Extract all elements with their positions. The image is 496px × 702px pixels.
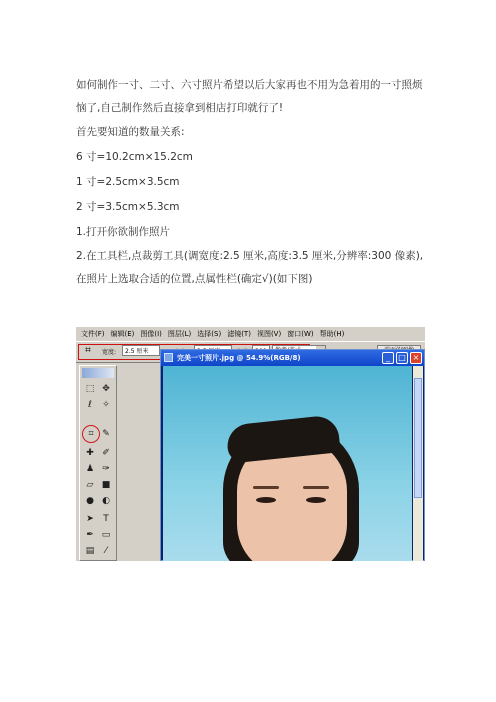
photo-canvas[interactable] [163, 366, 412, 561]
history-brush-icon[interactable]: ✑ [102, 464, 110, 474]
healing-brush-icon[interactable]: ✚ [86, 448, 94, 458]
menu-select[interactable]: 选择(S) [197, 330, 222, 338]
width-field[interactable]: 2.5 厘米 [122, 345, 160, 356]
menu-filter[interactable]: 滤镜(T) [227, 330, 251, 338]
slice-icon[interactable]: ✎ [102, 429, 110, 439]
path-select-icon[interactable]: ➤ [86, 514, 94, 524]
step-1: 1.打开你欲制作照片 [76, 226, 171, 238]
pen-icon[interactable]: ✒ [86, 530, 94, 540]
scrollbar-thumb[interactable] [414, 378, 422, 498]
close-icon[interactable]: × [410, 352, 422, 364]
left-eyebrow [253, 486, 279, 489]
menu-help[interactable]: 帮助(H) [319, 330, 345, 338]
photoshop-document-icon [164, 353, 173, 362]
menu-bar [76, 327, 425, 341]
stamp-icon[interactable]: ♟ [85, 464, 95, 474]
minimize-icon[interactable]: _ [382, 352, 394, 364]
step-2: 2.在工具栏,点裁剪工具(调宽度:2.5 厘米,高度:3.5 厘米,分辨率:300 像素),在照片上选取合适的位置,点属性栏(确定√)(如下图) [76, 250, 424, 285]
notes-icon[interactable]: ▤ [85, 546, 95, 556]
move-icon[interactable]: ✥ [102, 384, 110, 394]
gradient-icon[interactable]: ■ [101, 480, 111, 490]
document-titlebar[interactable] [161, 350, 424, 366]
menu-file[interactable]: 文件(F) [81, 330, 105, 338]
size-6-inch: 6 寸=10.2cm×15.2cm [76, 151, 193, 163]
eraser-icon[interactable]: ▱ [86, 480, 94, 490]
magic-wand-icon[interactable]: ✧ [102, 400, 110, 410]
marquee-icon[interactable]: ⬚ [85, 384, 95, 394]
crop-icon[interactable]: ⌗ [85, 345, 91, 356]
size-1-inch: 1 寸=2.5cm×3.5cm [76, 176, 180, 188]
shape-icon[interactable]: ▭ [101, 530, 111, 540]
maximize-icon[interactable]: □ [396, 352, 408, 364]
menu-window[interactable]: 窗口(W) [287, 330, 314, 338]
lasso-icon[interactable]: ℓ [88, 400, 92, 410]
menu-layer[interactable]: 图层(L) [167, 330, 192, 338]
menu-image[interactable]: 图像(I) [140, 330, 162, 338]
toolbox-panel [79, 365, 117, 561]
document-window [160, 349, 425, 561]
menu-view[interactable]: 视图(V) [256, 330, 282, 338]
crop-tool-icon[interactable]: ⌗ [88, 429, 94, 439]
left-eye [256, 497, 276, 503]
eyedropper-icon[interactable]: ⁄ [105, 546, 107, 556]
type-icon[interactable]: T [103, 514, 109, 524]
blur-icon[interactable]: ● [86, 496, 94, 506]
toolbox-header [82, 368, 114, 378]
relations-heading: 首先要知道的数量关系: [76, 126, 185, 138]
photoshop-screenshot [76, 327, 425, 561]
dodge-icon[interactable]: ◐ [102, 496, 110, 506]
brush-icon[interactable]: ✐ [102, 448, 110, 458]
document-title: 完美一寸照片.jpg @ 54.9%(RGB/8) [177, 354, 301, 362]
menu-edit[interactable]: 编辑(E) [110, 330, 135, 338]
width-label: 宽度: [102, 349, 117, 356]
size-2-inch: 2 寸=3.5cm×5.3cm [76, 201, 180, 213]
intro-paragraph: 如何制作一寸、二寸、六寸照片希望以后大家再也不用为急着用的一寸照烦恼了,自己制作然后直接拿到相店打印就行了! [76, 79, 423, 114]
vertical-scrollbar[interactable] [413, 366, 423, 561]
right-eyebrow [303, 486, 329, 489]
right-eye [306, 497, 326, 503]
